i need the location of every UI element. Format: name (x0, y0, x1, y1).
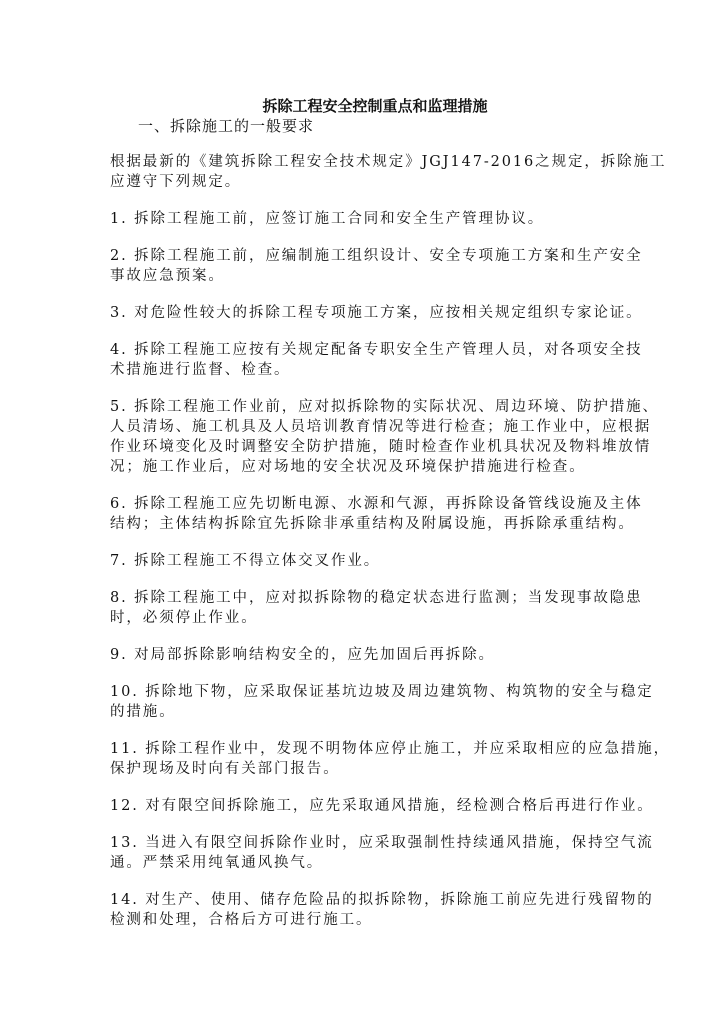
intro-paragraph (110, 152, 667, 192)
list-item (110, 209, 630, 229)
section-heading: 一、拆除施工的一般要求 (138, 117, 315, 135)
text-line: 应遵守下列规定。 (110, 174, 242, 190)
list-item (110, 739, 671, 779)
list-item (110, 796, 654, 816)
text-line: 的措施。 (110, 704, 176, 720)
document-page (110, 96, 671, 930)
list-item (110, 494, 643, 534)
text-line: 5. 拆除工程施工作业前，应对拟拆除物的实际状况、周边环境、防护措施、 (110, 399, 659, 415)
text-line: 13. 当进入有限空间拆除作业时，应采取强制性持续通风措施，保持空气流 (110, 835, 654, 851)
text-line: 3. 对危险性较大的拆除工程专项施工方案，应按相关规定组织专家论证。 (110, 305, 643, 321)
text-line: 14. 对生产、使用、储存危险品的拟拆除物，拆除施工前应先进行残留物的 (110, 892, 654, 908)
text-line: 2. 拆除工程施工前，应编制施工组织设计、安全专项施工方案和生产安全 (110, 248, 643, 264)
document-body (110, 152, 671, 930)
text-line: 8. 拆除工程施工中，应对拟拆除物的稳定状态进行监测；当发现事故隐患 (110, 590, 643, 606)
text-line: 作业环境变化及时调整安全防护措施，随时检查作业机具状况及物料堆放情 (110, 439, 652, 455)
list-item (110, 246, 643, 286)
document-title: 拆除工程安全控制重点和监理措施 (262, 97, 488, 115)
list-item (110, 551, 630, 571)
list-item (110, 397, 659, 477)
text-line: 6. 拆除工程施工应先切断电源、水源和气源，再拆除设备管线设施及主体 (110, 496, 643, 512)
list-item (110, 682, 654, 722)
text-line: 7. 拆除工程施工不得立体交叉作业。 (110, 553, 381, 569)
list-item (110, 645, 630, 665)
list-item (110, 340, 643, 380)
text-line: 术措施进行监督、检查。 (110, 362, 291, 378)
text-line: 10. 拆除地下物，应采取保证基坑边坡及周边建筑物、构筑物的安全与稳定 (110, 684, 654, 700)
text-line: 结构；主体结构拆除宜先拆除非承重结构及附属设施，再拆除承重结构。 (110, 516, 635, 532)
text-line: 11. 拆除工程作业中，发现不明物体应停止施工，并应采取相应的应急措施， (110, 741, 671, 757)
text-line: 保护现场及时向有关部门报告。 (110, 761, 340, 777)
text-line: 12. 对有限空间拆除施工，应先采取通风措施，经检测合格后再进行作业。 (110, 798, 654, 814)
text-line: 况；施工作业后，应对场地的安全状况及环境保护措施进行检查。 (110, 459, 586, 475)
text-line: 通。严禁采用纯氧通风换气。 (110, 855, 324, 871)
text-line: 根据最新的《建筑拆除工程安全技术规定》JGJ147-2016之规定，拆除施工 (110, 154, 667, 170)
list-item (110, 890, 654, 930)
list-item (110, 833, 654, 873)
text-line: 时，必须停止作业。 (110, 610, 258, 626)
text-line: 检测和处理，合格后方可进行施工。 (110, 912, 373, 928)
text-line: 1. 拆除工程施工前，应签订施工合同和安全生产管理协议。 (110, 211, 545, 227)
text-line: 4. 拆除工程施工应按有关规定配备专职安全生产管理人员，对各项安全技 (110, 342, 643, 358)
list-item (110, 303, 643, 323)
text-line: 9. 对局部拆除影响结构安全的，应先加固后再拆除。 (110, 647, 495, 663)
text-line: 人员清场、施工机具及人员培训教育情况等进行检查；施工作业中，应根据 (110, 419, 652, 435)
text-line: 事故应急预案。 (110, 268, 225, 284)
list-item (110, 588, 643, 628)
